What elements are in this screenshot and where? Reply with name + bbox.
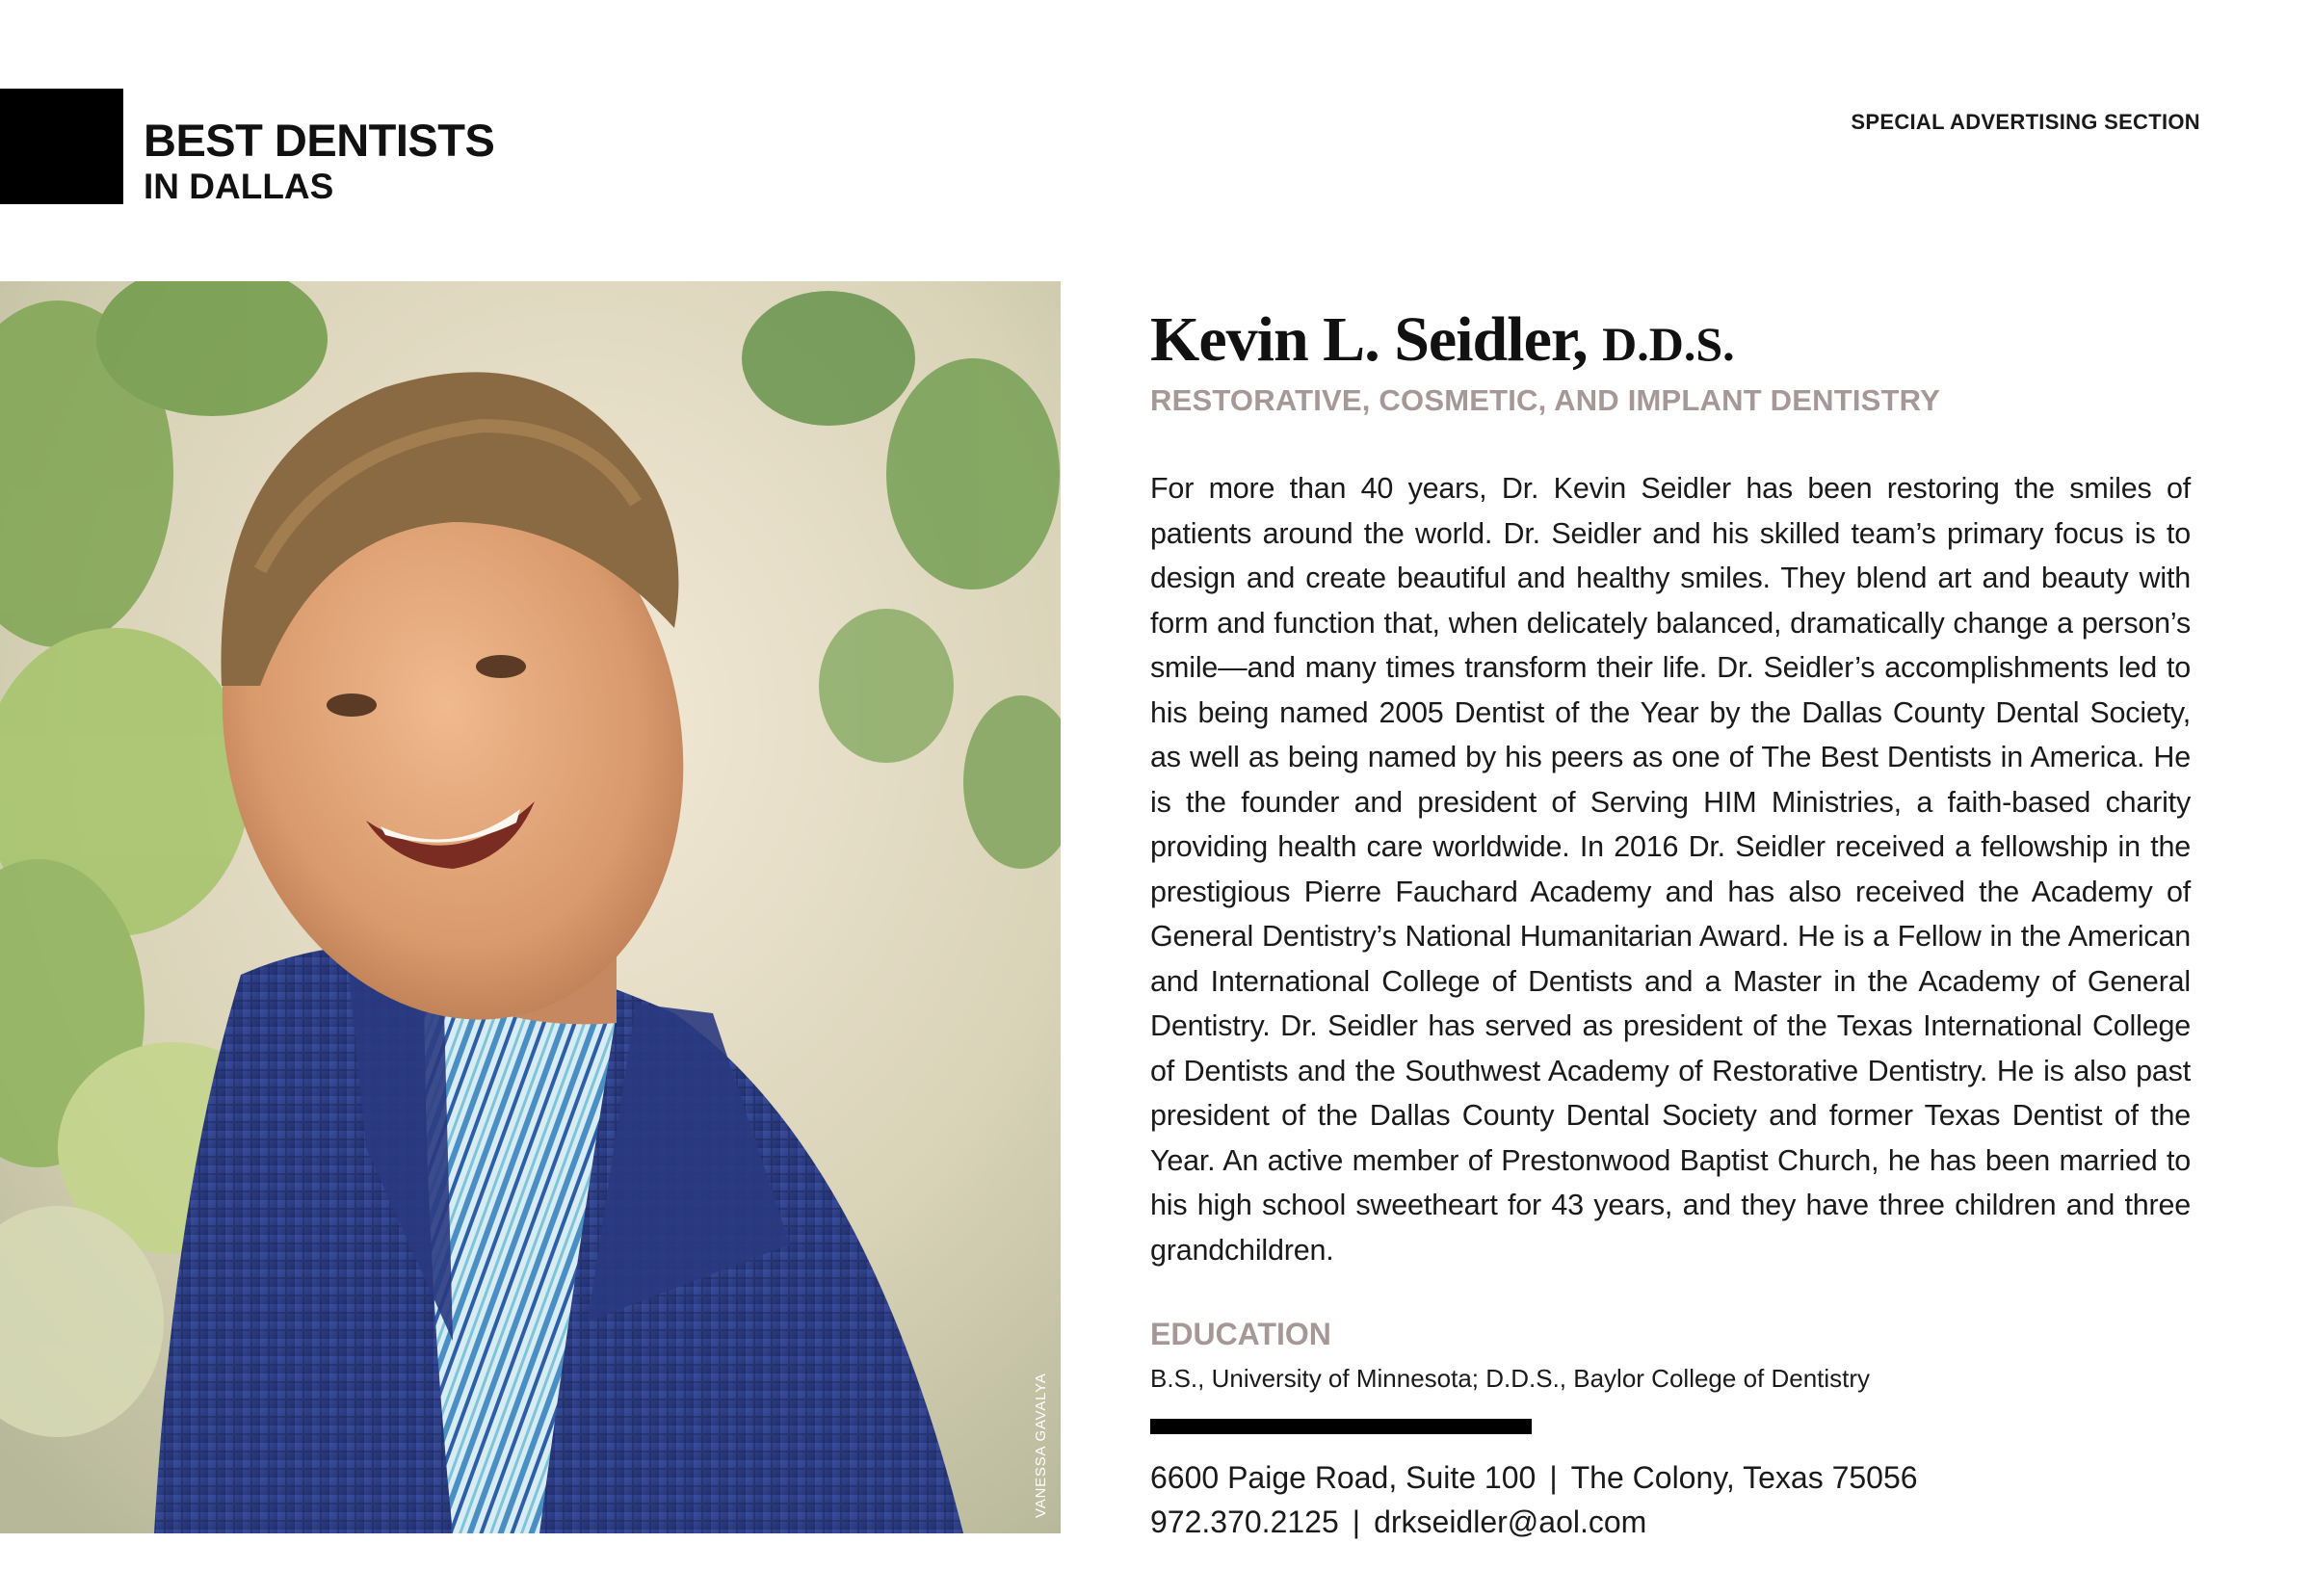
doctor-credential: D.D.S. (1602, 317, 1735, 371)
contact-block (1150, 1455, 2191, 1544)
biography-text: For more than 40 years, Dr. Kevin Seidler has been restoring the smiles of patients around the world. Dr. Seidler and his skilled team’s primary focus is to design and create beautiful and healthy smiles. They blend art and beauty with form and function that, when delicately balanced, dramatically change a person’s smile—and many times transform their life. Dr. Seidler’s accomplishments led to his being named 2005 Dentist of the Year by the Dallas County Dental Society, as well as being named by his peers as one of The Best Dentists in America. He is the founder and president of Serving HIM Ministries, a faith-based charity providing health care worldwide. In 2016 Dr. Seidler received a fellowship in the prestigious Pierre Fauchard Academy and has also received the Academy of General Dentistry’s National Humanitarian Award. He is a Fellow in the American and International College of Dentists and a Master in the Academy of General Dentistry. Dr. Seidler has served as president of the Texas International College of Dentists and the Southwest Academy of Restorative Dentistry. He is also past president of the Dallas County Dental Society and former Texas Dentist of the Year. An active member of Prestonwood Baptist Church, he has been married to his high school sweetheart for 43 years, and they have three children and three grandchildren. (1150, 472, 2191, 1267)
section-title-line1: BEST DENTISTS (144, 115, 495, 166)
photo-credit: VANESSA GAVALYA (1033, 1373, 1049, 1518)
education-text: B.S., University of Minnesota; D.D.S., Baylor College of Dentistry (1150, 1364, 1871, 1393)
phone-email-line (1150, 1500, 2191, 1544)
separator: | (1549, 1460, 1558, 1495)
separator: | (1352, 1504, 1361, 1539)
phone-number[interactable]: 972.370.2125 (1150, 1504, 1339, 1539)
street-address: 6600 Paige Road, Suite 100 (1150, 1460, 1537, 1495)
doctor-name-heading (1150, 304, 2191, 375)
address-line (1150, 1455, 2191, 1500)
doctor-portrait-photo (0, 281, 1061, 1533)
section-title-line2: IN DALLAS (144, 167, 334, 206)
education-heading: EDUCATION (1150, 1317, 1331, 1351)
doctor-name: Kevin L. Seidler, (1150, 304, 1588, 375)
corner-black-block (0, 89, 123, 204)
portrait-illustration (0, 281, 1061, 1533)
email-address[interactable]: drkseidler@aol.com (1374, 1504, 1647, 1539)
specialty-subtitle: RESTORATIVE, COSMETIC, AND IMPLANT DENTISTRY (1150, 383, 1940, 417)
city-address: The Colony, Texas 75056 (1570, 1460, 1918, 1495)
section-title (144, 115, 495, 206)
advertising-label: SPECIAL ADVERTISING SECTION (1851, 110, 2200, 134)
profile-content (1150, 304, 2191, 1544)
divider-bar (1150, 1419, 1532, 1434)
